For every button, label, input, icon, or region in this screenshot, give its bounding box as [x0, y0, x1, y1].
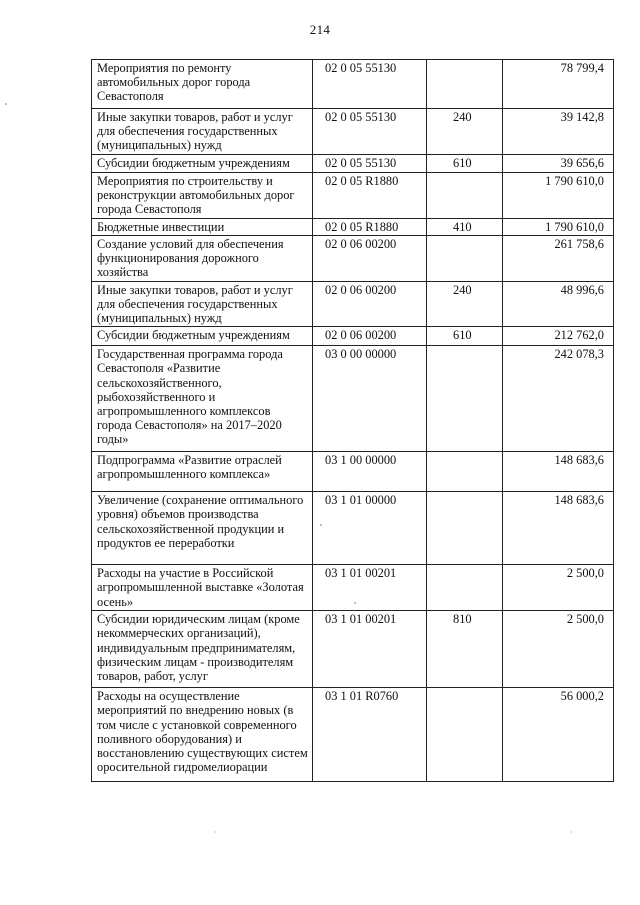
row-code: 03 1 01 00000	[313, 492, 427, 565]
table-row	[92, 565, 614, 611]
row-amount: 261 758,6	[503, 236, 614, 282]
row-amount: 39 142,8	[503, 109, 614, 155]
row-type: 810	[427, 611, 503, 688]
row-amount: 148 683,6	[503, 492, 614, 565]
row-amount: 39 656,6	[503, 155, 614, 173]
row-code: 02 0 05 55130	[313, 109, 427, 155]
row-name: Иные закупки товаров, работ и услуг для обеспечения государственных (муниципальных) нужд	[92, 282, 313, 327]
table-row	[92, 236, 614, 282]
row-code: 02 0 05 55130	[313, 60, 427, 109]
row-code: 03 1 00 00000	[313, 452, 427, 492]
table-row	[92, 492, 614, 565]
row-code: 02 0 05 R1880	[313, 173, 427, 219]
row-amount: 1 790 610,0	[503, 219, 614, 236]
row-name: Увеличение (сохранение оптимального уровня) объемов производства сельскохозяйственной продукции и продуктов ее переработки	[92, 492, 313, 565]
table-row	[92, 173, 614, 219]
row-code: 02 0 06 00200	[313, 236, 427, 282]
row-name: Расходы на осуществление мероприятий по внедрению новых (в том числе с установкой современного поливного оборудования) и восстановлению существующих систем оросительной гидромелиорации	[92, 688, 313, 782]
row-name: Иные закупки товаров, работ и услуг для обеспечения государственных (муниципальных) нужд	[92, 109, 313, 155]
row-name: Субсидии бюджетным учреждениям	[92, 155, 313, 173]
row-name: Расходы на участие в Российской агропромышленной выставке «Золотая осень»	[92, 565, 313, 611]
row-code: 03 1 01 00201	[313, 565, 427, 611]
row-name: Создание условий для обеспечения функционирования дорожного хозяйства	[92, 236, 313, 282]
row-code: 02 0 05 R1880	[313, 219, 427, 236]
page-number: 214	[309, 22, 331, 37]
row-code: 02 0 05 55130	[313, 155, 427, 173]
table-row	[92, 219, 614, 236]
budget-table	[91, 59, 614, 782]
row-type	[427, 492, 503, 565]
row-type	[427, 236, 503, 282]
row-code: 02 0 06 00200	[313, 327, 427, 346]
row-type: 610	[427, 327, 503, 346]
row-type: 240	[427, 282, 503, 327]
table-row	[92, 155, 614, 173]
table-row	[92, 109, 614, 155]
scan-speck	[214, 831, 215, 832]
row-name: Субсидии бюджетным учреждениям	[92, 327, 313, 346]
row-type	[427, 173, 503, 219]
row-code: 03 1 01 R0760	[313, 688, 427, 782]
table-row	[92, 60, 614, 109]
row-code: 03 1 01 00201	[313, 611, 427, 688]
row-type	[427, 688, 503, 782]
row-type	[427, 60, 503, 109]
row-amount: 2 500,0	[503, 565, 614, 611]
table-row	[92, 282, 614, 327]
row-code: 02 0 06 00200	[313, 282, 427, 327]
row-type: 610	[427, 155, 503, 173]
row-type	[427, 346, 503, 452]
table-row	[92, 346, 614, 452]
row-type	[427, 452, 503, 492]
row-name: Государственная программа города Севастополя «Развитие сельскохозяйственного, рыбохозяйственного и агропромышленного комплексов города Севастополя» на 2017–2020 годы»	[92, 346, 313, 452]
row-amount: 78 799,4	[503, 60, 614, 109]
row-name: Мероприятия по строительству и реконструкции автомобильных дорог города Севастополя	[92, 173, 313, 219]
table-row	[92, 688, 614, 782]
row-amount: 56 000,2	[503, 688, 614, 782]
scan-speck	[5, 103, 7, 105]
row-name: Субсидии юридическим лицам (кроме некоммерческих организаций), индивидуальным предпринимателям, физическим лицам - производителям товаров, работ, услуг	[92, 611, 313, 688]
row-name: Бюджетные инвестиции	[92, 219, 313, 236]
row-amount: 148 683,6	[503, 452, 614, 492]
scan-speck	[570, 831, 571, 832]
table-row	[92, 452, 614, 492]
row-type	[427, 565, 503, 611]
table-row	[92, 327, 614, 346]
row-name: Мероприятия по ремонту автомобильных дорог города Севастополя	[92, 60, 313, 109]
row-type: 240	[427, 109, 503, 155]
row-amount: 48 996,6	[503, 282, 614, 327]
row-amount: 1 790 610,0	[503, 173, 614, 219]
table-row	[92, 611, 614, 688]
row-amount: 2 500,0	[503, 611, 614, 688]
row-amount: 212 762,0	[503, 327, 614, 346]
row-amount: 242 078,3	[503, 346, 614, 452]
table-body	[92, 60, 614, 782]
row-name: Подпрограмма «Развитие отраслей агропромышленного комплекса»	[92, 452, 313, 492]
row-code: 03 0 00 00000	[313, 346, 427, 452]
row-type: 410	[427, 219, 503, 236]
